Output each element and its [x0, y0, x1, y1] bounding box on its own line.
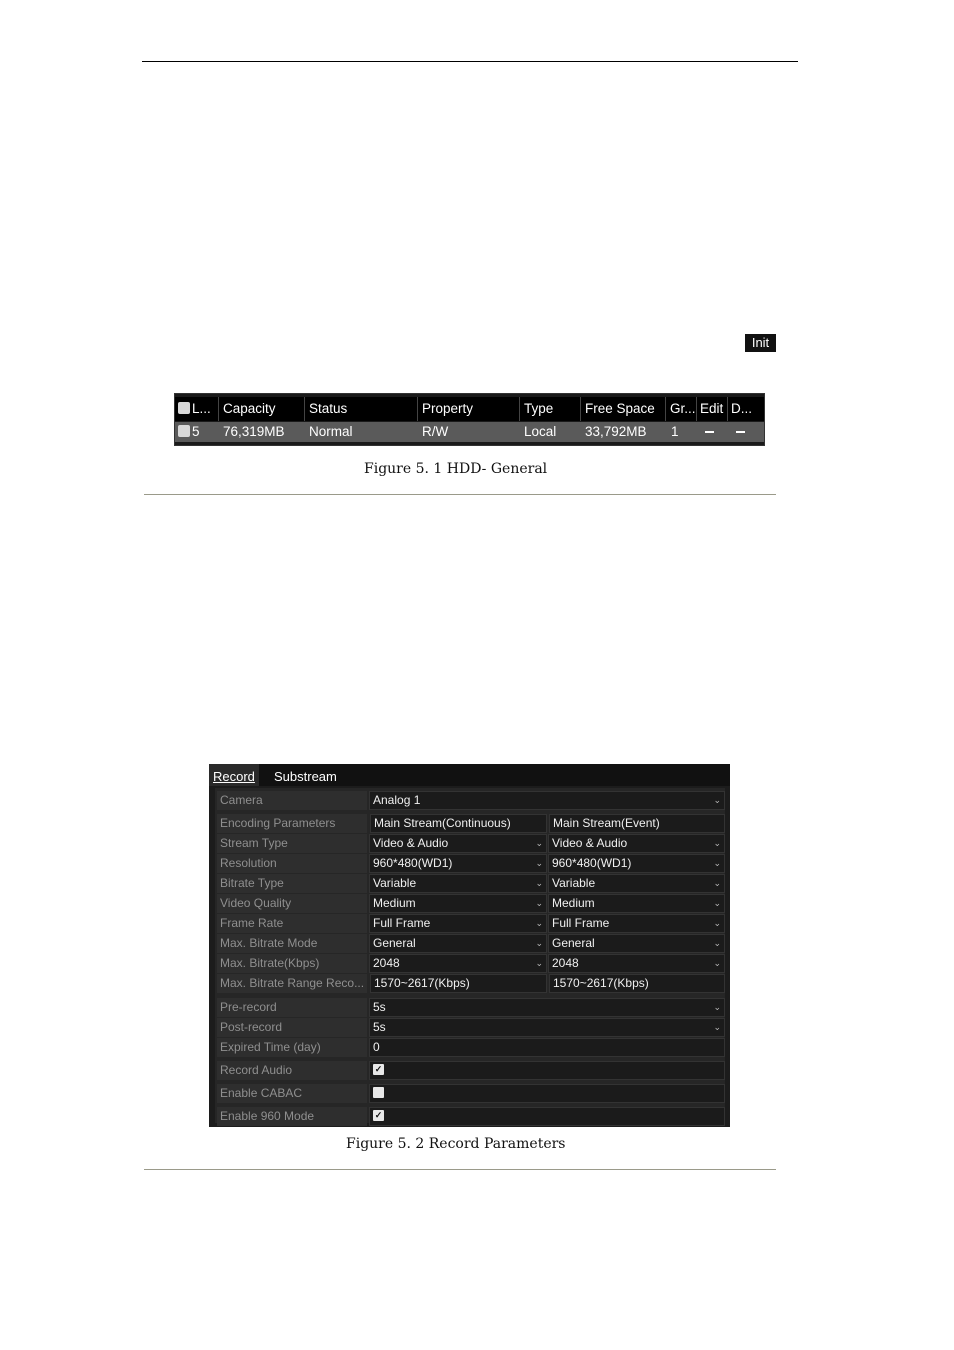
row-capacity: 76,319MB — [223, 424, 285, 439]
stream-type-event-select[interactable]: Video & Audio ⌄ — [548, 834, 725, 853]
chevron-down-icon: ⌄ — [713, 1022, 721, 1032]
encoding-main-header: Main Stream(Continuous) — [370, 814, 547, 833]
encoding-label: Encoding Parameters — [217, 814, 367, 833]
row-expired-time — [217, 1038, 724, 1057]
pre-record-select[interactable]: 5s ⌄ — [369, 998, 725, 1017]
chevron-down-icon: ⌄ — [535, 838, 543, 848]
max-bitrate-event-select[interactable]: 2048 ⌄ — [548, 954, 725, 973]
record-audio-label: Record Audio — [217, 1061, 367, 1080]
tab-substream[interactable]: Substream — [274, 769, 337, 784]
record-parameters-panel — [209, 764, 730, 1127]
max-bitrate-range-label: Max. Bitrate Range Reco... — [217, 974, 367, 993]
video-quality-label: Video Quality — [217, 894, 367, 913]
resolution-event-select[interactable]: 960*480(WD1) ⌄ — [548, 854, 725, 873]
row-record-audio — [217, 1061, 724, 1080]
row-property: R/W — [422, 424, 449, 439]
stream-type-main-select[interactable]: Video & Audio ⌄ — [369, 834, 547, 853]
camera-select[interactable]: Analog 1 ⌄ — [369, 791, 725, 810]
max-bitrate-label: Max. Bitrate(Kbps) — [217, 954, 367, 973]
resolution-label: Resolution — [217, 854, 367, 873]
row-bitrate-type — [217, 874, 724, 893]
chevron-down-icon: ⌄ — [535, 898, 543, 908]
row-max-bitrate-range — [217, 974, 724, 993]
video-quality-main-select[interactable]: Medium ⌄ — [369, 894, 547, 913]
encoding-event-header: Main Stream(Event) — [549, 814, 725, 833]
max-bitrate-mode-label: Max. Bitrate Mode — [217, 934, 367, 953]
row-encoding-parameters — [217, 814, 724, 833]
frame-rate-event-select[interactable]: Full Frame ⌄ — [548, 914, 725, 933]
frame-rate-main-select[interactable]: Full Frame ⌄ — [369, 914, 547, 933]
figure-1-caption: Figure 5. 1 HDD- General — [364, 461, 548, 477]
enable-cabac-label: Enable CABAC — [217, 1084, 367, 1103]
delete-icon[interactable] — [736, 422, 756, 442]
enable-cabac-checkbox[interactable] — [373, 1087, 384, 1098]
header-status[interactable]: Status — [309, 401, 348, 416]
header-edit[interactable]: Edit — [700, 401, 724, 416]
header-type[interactable]: Type — [524, 401, 554, 416]
chevron-down-icon: ⌄ — [713, 958, 721, 968]
expired-time-input[interactable]: 0 — [369, 1038, 725, 1057]
max-bitrate-mode-event-select[interactable]: General ⌄ — [548, 934, 725, 953]
row-status: Normal — [309, 424, 353, 439]
hdd-table-header — [175, 397, 764, 421]
header-group[interactable]: Gr... — [670, 401, 696, 416]
bitrate-type-event-select[interactable]: Variable ⌄ — [548, 874, 725, 893]
chevron-down-icon: ⌄ — [713, 838, 721, 848]
video-quality-event-select[interactable]: Medium ⌄ — [548, 894, 725, 913]
figure-1-rule — [144, 494, 776, 495]
figure-2-rule — [144, 1169, 776, 1170]
chevron-down-icon: ⌄ — [713, 878, 721, 888]
stream-type-label: Stream Type — [217, 834, 367, 853]
max-bitrate-mode-main-select[interactable]: General ⌄ — [369, 934, 547, 953]
init-button[interactable]: Init — [745, 334, 776, 352]
row-free-space: 33,792MB — [585, 424, 647, 439]
header-free-space[interactable]: Free Space — [585, 401, 655, 416]
header-delete[interactable]: D... — [731, 401, 753, 416]
record-tabs — [209, 764, 730, 786]
post-record-select[interactable]: 5s ⌄ — [369, 1018, 725, 1037]
chevron-down-icon: ⌄ — [535, 938, 543, 948]
chevron-down-icon: ⌄ — [535, 858, 543, 868]
row-resolution — [217, 854, 724, 873]
max-bitrate-main-select[interactable]: 2048 ⌄ — [369, 954, 547, 973]
bitrate-type-label: Bitrate Type — [217, 874, 367, 893]
chevron-down-icon: ⌄ — [713, 1002, 721, 1012]
record-audio-checkbox[interactable]: ✓ — [374, 1064, 383, 1075]
hdd-table — [174, 393, 765, 446]
row-group: 1 — [671, 424, 679, 439]
row-type: Local — [524, 424, 557, 439]
chevron-down-icon: ⌄ — [713, 938, 721, 948]
row-camera — [217, 791, 724, 810]
max-bitrate-range-event: 1570~2617(Kbps) — [549, 974, 725, 993]
chevron-down-icon: ⌄ — [713, 898, 721, 908]
row-max-bitrate-mode — [217, 934, 724, 953]
chevron-down-icon: ⌄ — [535, 878, 543, 888]
enable-960-field — [369, 1107, 725, 1126]
row-checkbox[interactable] — [178, 425, 190, 437]
post-record-label: Post-record — [217, 1018, 367, 1037]
chevron-down-icon: ⌄ — [535, 918, 543, 928]
record-audio-field — [369, 1061, 725, 1080]
figure-2-caption: Figure 5. 2 Record Parameters — [346, 1136, 566, 1152]
camera-label: Camera — [217, 791, 367, 810]
enable-960-label: Enable 960 Mode — [217, 1107, 367, 1126]
frame-rate-label: Frame Rate — [217, 914, 367, 933]
row-stream-type — [217, 834, 724, 853]
row-frame-rate — [217, 914, 724, 933]
select-all-checkbox[interactable] — [178, 402, 190, 414]
chevron-down-icon: ⌄ — [713, 795, 721, 805]
row-video-quality — [217, 894, 724, 913]
expired-time-label: Expired Time (day) — [217, 1038, 367, 1057]
chevron-down-icon: ⌄ — [535, 958, 543, 968]
row-label: 5 — [178, 422, 218, 442]
pre-record-label: Pre-record — [217, 998, 367, 1017]
header-capacity[interactable]: Capacity — [223, 401, 276, 416]
chevron-down-icon: ⌄ — [713, 858, 721, 868]
enable-960-checkbox[interactable]: ✓ — [374, 1110, 383, 1121]
resolution-main-select[interactable]: 960*480(WD1) ⌄ — [369, 854, 547, 873]
row-enable-960-mode — [217, 1107, 724, 1126]
record-form — [215, 788, 725, 1123]
bitrate-type-main-select[interactable]: Variable ⌄ — [369, 874, 547, 893]
header-property[interactable]: Property — [422, 401, 474, 416]
chevron-down-icon: ⌄ — [713, 918, 721, 928]
row-max-bitrate — [217, 954, 724, 973]
header-label-column[interactable]: L... — [178, 397, 218, 421]
table-row[interactable] — [175, 422, 764, 442]
row-enable-cabac — [217, 1084, 724, 1103]
tab-record[interactable]: Record — [209, 764, 259, 786]
enable-cabac-field — [369, 1084, 725, 1103]
max-bitrate-range-main: 1570~2617(Kbps) — [370, 974, 547, 993]
page-header-rule — [142, 61, 798, 62]
row-pre-record — [217, 998, 724, 1017]
edit-icon[interactable] — [705, 422, 725, 442]
row-post-record — [217, 1018, 724, 1037]
